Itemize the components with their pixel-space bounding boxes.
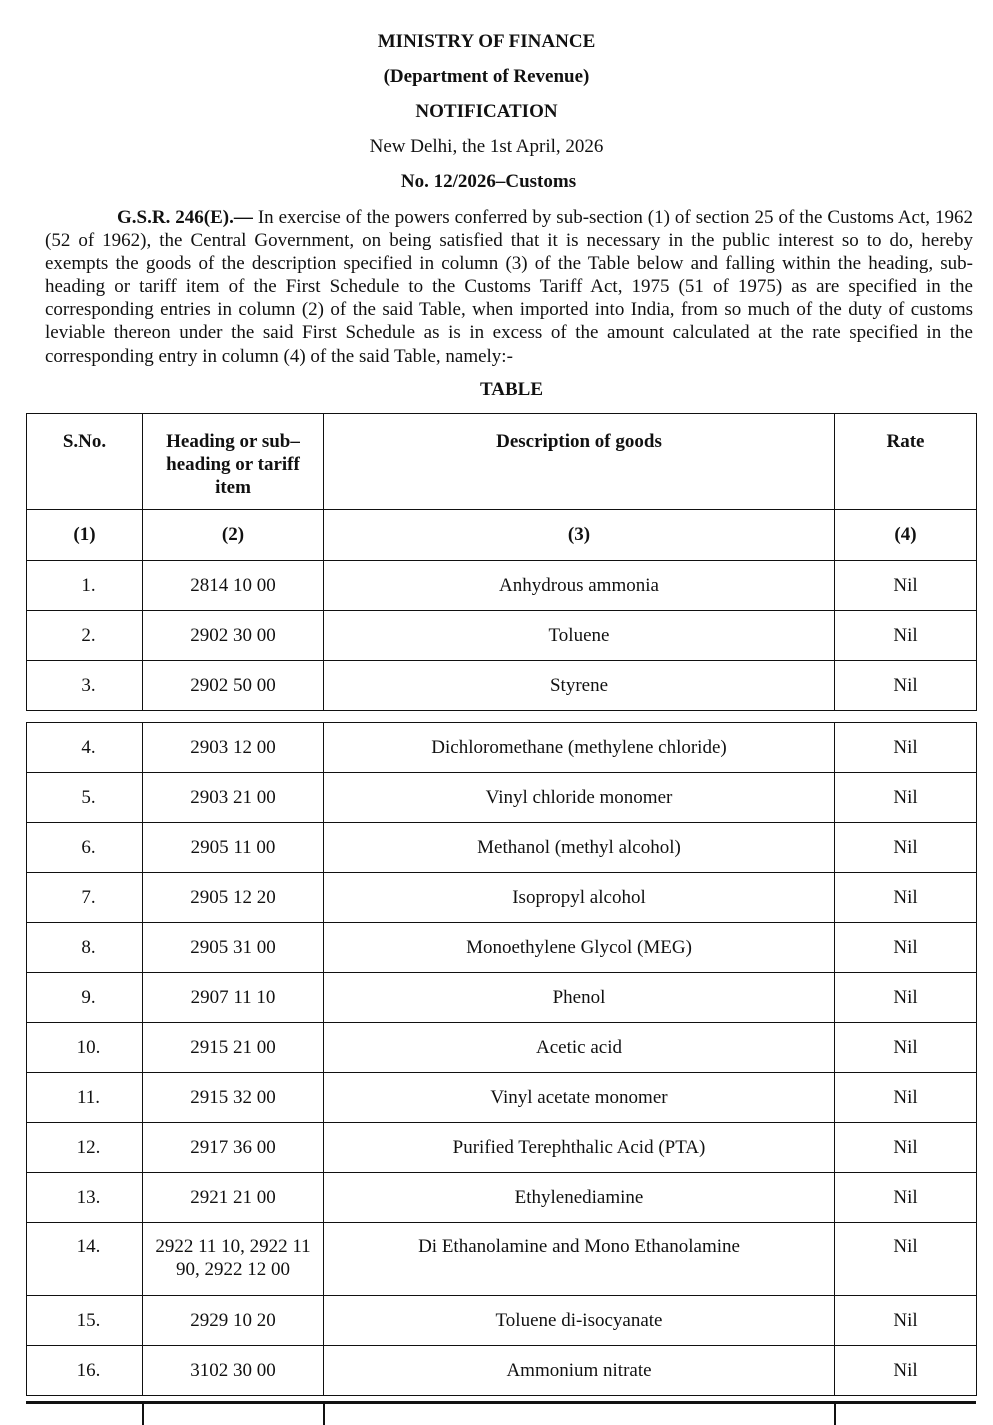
cell-sno: 8. xyxy=(27,923,143,973)
table-row xyxy=(27,1173,977,1223)
cell-heading: 3102 30 00 xyxy=(143,1346,324,1396)
cell-description: Purified Terephthalic Acid (PTA) xyxy=(324,1123,835,1173)
cell-sno: 2. xyxy=(27,611,143,661)
header-heading: Heading or sub– heading or tariff item xyxy=(143,414,324,510)
cell-description: Methanol (methyl alcohol) xyxy=(324,823,835,873)
cell-rate: Nil xyxy=(835,1073,977,1123)
cell-heading: 2905 12 20 xyxy=(143,873,324,923)
cell-description: Vinyl chloride monomer xyxy=(324,773,835,823)
table-row xyxy=(27,611,977,661)
cell-sno: 9. xyxy=(27,973,143,1023)
ministry-heading: MINISTRY OF FINANCE xyxy=(377,31,596,52)
table-row xyxy=(27,1296,977,1346)
cell-heading: 2814 10 00 xyxy=(143,561,324,611)
table-row xyxy=(27,561,977,611)
table-header-row xyxy=(27,414,977,510)
cell-heading: 2922 11 10, 2922 11 90, 2922 12 00 xyxy=(143,1223,324,1296)
cell-rate: Nil xyxy=(835,973,977,1023)
table-row xyxy=(27,723,977,773)
table-row xyxy=(27,1346,977,1396)
cell-heading: 2929 10 20 xyxy=(143,1296,324,1346)
cell-description: Isopropyl alcohol xyxy=(324,873,835,923)
cell-rate: Nil xyxy=(835,1123,977,1173)
col-num-3: (3) xyxy=(324,510,835,561)
cell-description: Acetic acid xyxy=(324,1023,835,1073)
cell-rate: Nil xyxy=(835,1023,977,1073)
notification-heading: NOTIFICATION xyxy=(415,101,558,122)
cell-rate: Nil xyxy=(835,873,977,923)
cell-description: Ethylenediamine xyxy=(324,1173,835,1223)
table-row xyxy=(27,873,977,923)
cell-sno: 6. xyxy=(27,823,143,873)
table-row xyxy=(27,1023,977,1073)
table-row xyxy=(27,1123,977,1173)
exemption-table-part-1 xyxy=(26,413,977,711)
cell-description: Toluene xyxy=(324,611,835,661)
cell-rate: Nil xyxy=(835,723,977,773)
col-num-2: (2) xyxy=(143,510,324,561)
cell-heading: 2902 30 00 xyxy=(143,611,324,661)
cell-sno: 15. xyxy=(27,1296,143,1346)
header-sno: S.No. xyxy=(27,414,143,510)
cell-sno: 7. xyxy=(27,873,143,923)
cell-sno: 10. xyxy=(27,1023,143,1073)
column-divider xyxy=(323,1403,325,1425)
department-heading: (Department of Revenue) xyxy=(383,66,590,87)
cell-sno: 12. xyxy=(27,1123,143,1173)
table-row xyxy=(27,973,977,1023)
table-row xyxy=(27,1223,977,1296)
cell-heading: 2905 11 00 xyxy=(143,823,324,873)
header-rate: Rate xyxy=(835,414,977,510)
table-row xyxy=(27,1073,977,1123)
cell-description: Phenol xyxy=(324,973,835,1023)
cell-heading: 2921 21 00 xyxy=(143,1173,324,1223)
table-row xyxy=(27,923,977,973)
cell-heading: 2903 21 00 xyxy=(143,773,324,823)
table-row xyxy=(27,773,977,823)
cell-heading: 2917 36 00 xyxy=(143,1123,324,1173)
cell-description: Toluene di-isocyanate xyxy=(324,1296,835,1346)
cell-description: Ammonium nitrate xyxy=(324,1346,835,1396)
notification-number: No. 12/2026–Customs xyxy=(400,171,577,192)
cell-description: Di Ethanolamine and Mono Ethanolamine xyxy=(324,1223,835,1296)
place-date: New Delhi, the 1st April, 2026 xyxy=(369,136,604,157)
cell-description: Dichloromethane (methylene chloride) xyxy=(324,723,835,773)
cell-heading: 2903 12 00 xyxy=(143,723,324,773)
gsr-number: G.S.R. 246(E).— xyxy=(117,207,253,228)
header-description: Description of goods xyxy=(324,414,835,510)
cell-rate: Nil xyxy=(835,1173,977,1223)
cell-description: Styrene xyxy=(324,661,835,711)
column-divider xyxy=(834,1403,836,1425)
cell-heading: 2905 31 00 xyxy=(143,923,324,973)
table-title: TABLE xyxy=(479,379,543,400)
cell-sno: 11. xyxy=(27,1073,143,1123)
cell-description: Vinyl acetate monomer xyxy=(324,1073,835,1123)
cell-sno: 4. xyxy=(27,723,143,773)
cell-rate: Nil xyxy=(835,1223,977,1296)
cell-sno: 13. xyxy=(27,1173,143,1223)
cell-rate: Nil xyxy=(835,1346,977,1396)
cell-description: Anhydrous ammonia xyxy=(324,561,835,611)
cell-rate: Nil xyxy=(835,923,977,973)
cell-sno: 1. xyxy=(27,561,143,611)
table-row xyxy=(27,823,977,873)
cell-rate: Nil xyxy=(835,1296,977,1346)
cell-heading: 2907 11 10 xyxy=(143,973,324,1023)
preamble-text: In exercise of the powers conferred by sub-section (1) of section 25 of the Customs Act, 1962 (52 of 1962), the Central Government, on being satisfied that it is necessary in the public interest so to do, hereby exempts the goods of the description specified in column (3) of the Table below and falling within the heading, sub-heading or tariff item of the First Schedule to the Customs Tariff Act, 1975 (51 of 1975) as are specified in the corresponding entries in column (2) of the said Table, when imported into India, from so much of the duty of customs leviable thereon under the said First Schedule as is in excess of the amount calculated at the rate specified in the corresponding entry in column (4) of the said Table, namely:- xyxy=(45,207,973,367)
cell-heading: 2915 32 00 xyxy=(143,1073,324,1123)
cell-sno: 3. xyxy=(27,661,143,711)
cell-heading: 2902 50 00 xyxy=(143,661,324,711)
cell-rate: Nil xyxy=(835,661,977,711)
cell-sno: 5. xyxy=(27,773,143,823)
table-row xyxy=(27,661,977,711)
cell-description: Monoethylene Glycol (MEG) xyxy=(324,923,835,973)
cell-sno: 14. xyxy=(27,1223,143,1296)
cell-rate: Nil xyxy=(835,561,977,611)
col-num-1: (1) xyxy=(27,510,143,561)
col-num-4: (4) xyxy=(835,510,977,561)
cell-rate: Nil xyxy=(835,823,977,873)
column-divider xyxy=(142,1403,144,1425)
cell-sno: 16. xyxy=(27,1346,143,1396)
preamble-paragraph xyxy=(45,206,973,368)
cell-heading: 2915 21 00 xyxy=(143,1023,324,1073)
column-number-row xyxy=(27,510,977,561)
cell-rate: Nil xyxy=(835,773,977,823)
cell-rate: Nil xyxy=(835,611,977,661)
exemption-table-part-2 xyxy=(26,722,977,1396)
